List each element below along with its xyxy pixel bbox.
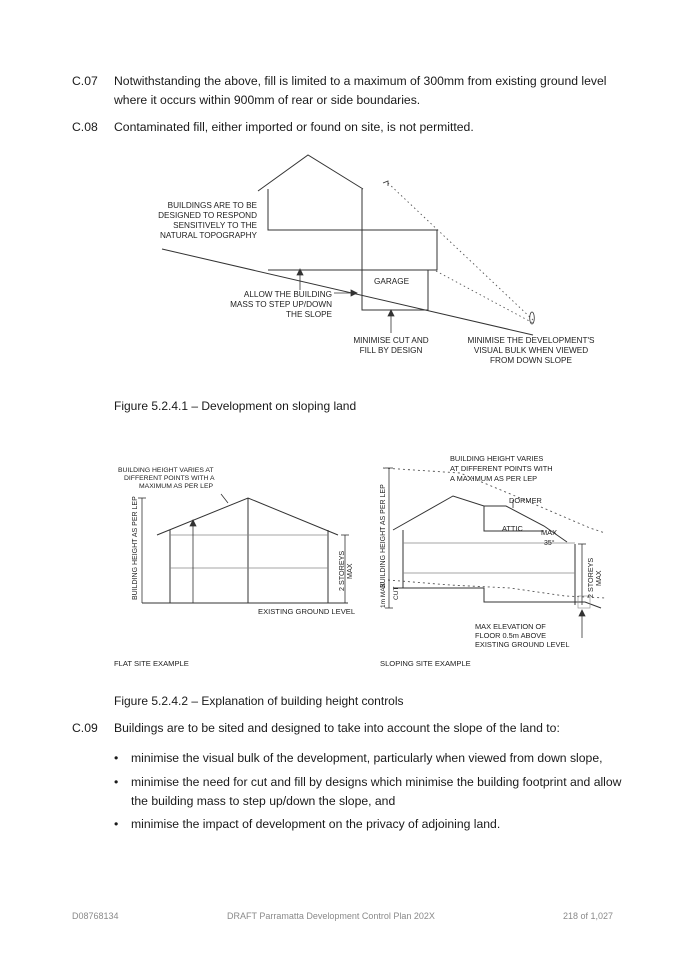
angle-label: 35° — [544, 540, 555, 547]
svg-text:NATURAL TOPOGRAPHY: NATURAL TOPOGRAPHY — [159, 231, 257, 240]
flat-height-label: BUILDING HEIGHT AS PER LEP — [132, 496, 139, 600]
label-garage: GARAGE — [374, 277, 410, 286]
flat-example-label: FLAT SITE EXAMPLE — [114, 659, 189, 668]
clause-text: Notwithstanding the above, fill is limited to a maximum of 300mm from existing ground level where it occurs within 900mm of rear or side boundaries. — [114, 74, 607, 107]
figure1-caption: Figure 5.2.4.1 – Development on sloping land — [114, 399, 357, 413]
svg-text:2 STOREYS: 2 STOREYS — [337, 550, 346, 591]
sloping-height-label: BUILDING HEIGHT AS PER LEP — [380, 484, 387, 588]
sloping-site-diagram — [393, 496, 601, 608]
arrow-right-icon — [351, 290, 357, 296]
label-bulk — [468, 336, 596, 365]
sightline-upper — [388, 183, 533, 320]
upper-building — [268, 189, 437, 270]
sightline-lower — [436, 271, 533, 323]
figure-sloping-land — [0, 145, 682, 375]
footer-title: DRAFT Parramatta Development Control Plan 202X — [227, 911, 435, 921]
svg-text:FLOOR 0.5m ABOVE: FLOOR 0.5m ABOVE — [475, 631, 547, 640]
svg-text:MAX: MAX — [345, 563, 354, 579]
clause-number: C.09 — [72, 721, 98, 735]
svg-text:MAX ELEVATION OF: MAX ELEVATION OF — [475, 622, 546, 631]
svg-text:BUILDINGS ARE TO BE: BUILDINGS ARE TO BE — [167, 201, 257, 210]
svg-text:SENSITIVELY TO THE: SENSITIVELY TO THE — [173, 221, 257, 230]
bullet-icon: • — [114, 817, 119, 831]
svg-text:MINIMISE THE DEVELOPMENT'S: MINIMISE THE DEVELOPMENT'S — [467, 336, 595, 345]
clause-number: C.07 — [72, 74, 98, 88]
bullet-icon: • — [114, 775, 119, 789]
sightline-corner — [383, 181, 388, 186]
flat-note — [118, 467, 215, 490]
ground-level-label: EXISTING GROUND LEVEL — [258, 607, 356, 616]
attic-label: ATTIC — [502, 524, 523, 533]
sloping-note — [450, 454, 553, 483]
figure2-caption: Figure 5.2.4.2 – Explanation of building height controls — [114, 694, 404, 708]
arrow-up-icon — [388, 310, 394, 316]
svg-text:MAXIMUM AS PER LEP: MAXIMUM AS PER LEP — [139, 483, 214, 490]
flat-site-diagram — [142, 498, 348, 603]
svg-text:BUILDING HEIGHT VARIES AT: BUILDING HEIGHT VARIES AT — [118, 467, 214, 474]
clause-number: C.08 — [72, 120, 98, 134]
label-step — [230, 290, 332, 319]
cut-max-label: 1m MAX — [380, 583, 387, 608]
svg-text:2 STOREYS: 2 STOREYS — [586, 557, 595, 598]
svg-text:DESIGNED TO RESPOND: DESIGNED TO RESPOND — [158, 211, 257, 220]
cut-label: CUT — [393, 586, 400, 600]
dormer-label: DORMER — [509, 496, 542, 505]
footer-doc-id: D08768134 — [72, 911, 119, 921]
svg-text:FROM DOWN SLOPE: FROM DOWN SLOPE — [490, 356, 572, 365]
svg-text:THE SLOPE: THE SLOPE — [286, 310, 332, 319]
svg-text:FILL BY DESIGN: FILL BY DESIGN — [359, 346, 423, 355]
clause-text: Contaminated fill, either imported or found on site, is not permitted. — [114, 120, 474, 134]
svg-text:VISUAL BULK WHEN VIEWED: VISUAL BULK WHEN VIEWED — [473, 346, 589, 355]
garage-outline — [362, 270, 428, 310]
svg-text:A MAXIMUM AS PER LEP: A MAXIMUM AS PER LEP — [450, 474, 538, 483]
sloping-storeys-label — [586, 558, 603, 598]
flat-storeys-label — [337, 551, 354, 591]
svg-text:AT DIFFERENT POINTS WITH: AT DIFFERENT POINTS WITH — [450, 464, 553, 473]
sloping-example-label: SLOPING SITE EXAMPLE — [380, 659, 471, 668]
svg-text:MASS TO STEP UP/DOWN: MASS TO STEP UP/DOWN — [230, 300, 332, 309]
svg-text:EXISTING GROUND LEVEL: EXISTING GROUND LEVEL — [475, 640, 570, 649]
height-envelope — [383, 468, 605, 598]
svg-text:MINIMISE CUT AND: MINIMISE CUT AND — [353, 336, 429, 345]
roof-outline — [258, 155, 363, 191]
footer-page-number: 218 of 1,027 — [563, 911, 614, 921]
label-cutfill — [353, 336, 428, 355]
ground-slope-line — [162, 249, 533, 335]
bullet-icon: • — [114, 751, 119, 765]
floor-elevation-label — [475, 622, 569, 649]
svg-text:ALLOW THE BUILDING: ALLOW THE BUILDING — [243, 290, 332, 299]
figure-height-controls — [0, 448, 682, 673]
clause-text: Buildings are to be sited and designed to take into account the slope of the land to: — [114, 721, 560, 735]
svg-text:DIFFERENT POINTS WITH A: DIFFERENT POINTS WITH A — [124, 475, 215, 482]
svg-text:BUILDING HEIGHT VARIES: BUILDING HEIGHT VARIES — [450, 454, 544, 463]
label-respond — [158, 201, 257, 240]
svg-text:MAX: MAX — [594, 570, 603, 586]
max-angle-label: MAX — [541, 528, 558, 537]
